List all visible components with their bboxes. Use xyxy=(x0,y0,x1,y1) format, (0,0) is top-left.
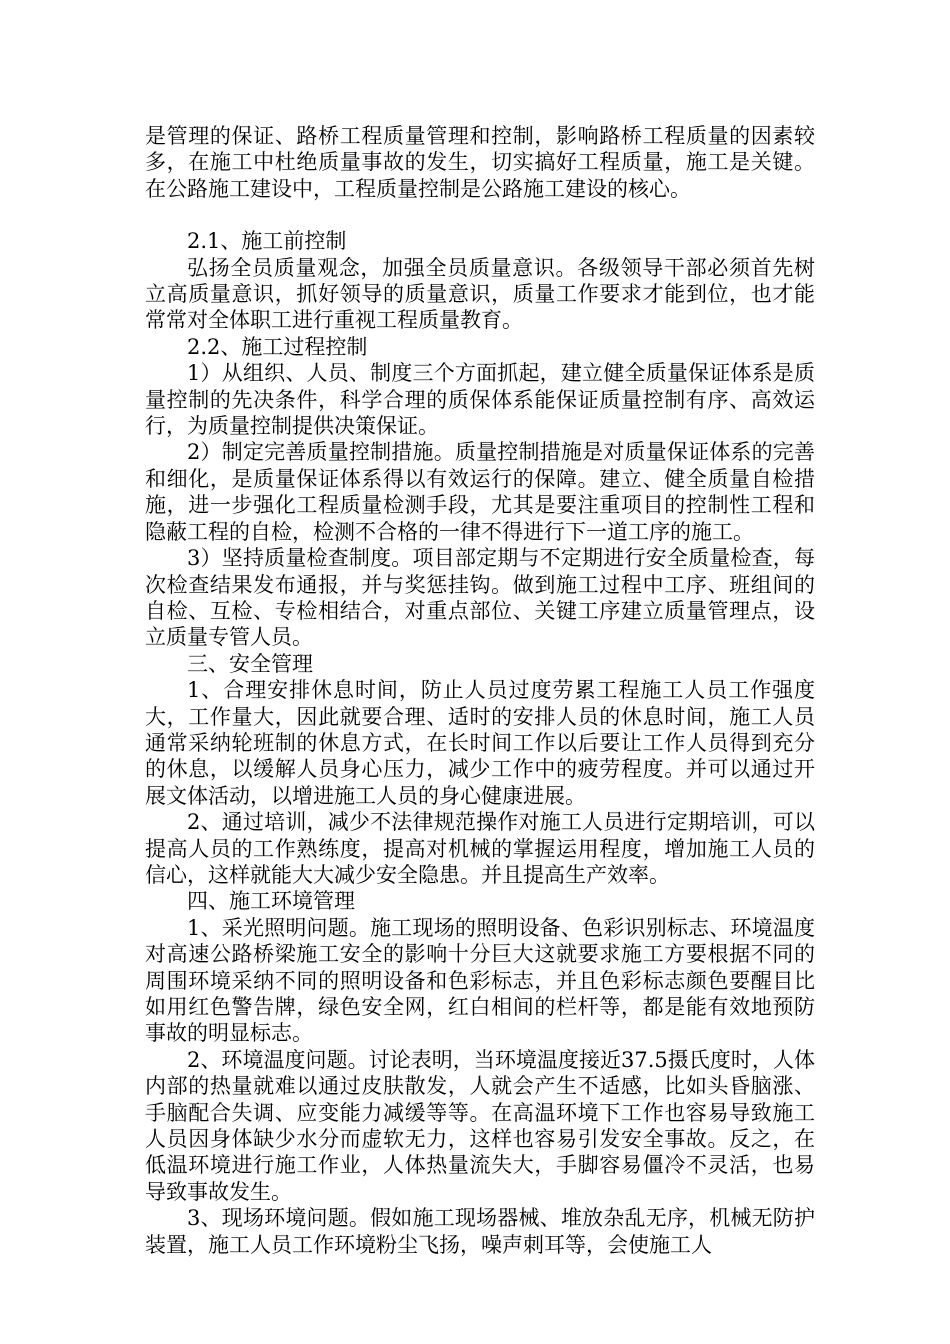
heading-safety-management: 三、安全管理 xyxy=(187,651,313,676)
paragraph-training: 2、通过培训，减少不法律规范操作对施工人员进行定期培训，可以提高人员的工作熟练度，提高对机械的掌握运用程度，增加施工人员的信心，这样就能大大减少安全隐患。并且提高生产效率。 xyxy=(145,810,815,887)
paragraph-temperature: 2、环境温度问题。讨论表明，当环境温度接近37.5摄氏度时，人体内部的热量就难以通过皮肤散发，人就会产生不适感，比如头昏脑涨、手脑配合失调、应变能力减缓等等。在高温环境下工作也容易导致施工人员因身体缺少水分而虚软无力，这样也容易引发安全事故。反之，在低温环境进行施工作业，人体热量流失大，手脚容易僵冷不灵活，也易导致事故发生。 xyxy=(145,1047,815,1204)
paragraph-quality-system: 1）从组织、人员、制度三个方面抓起，建立健全质量保证体系是质量控制的先决条件，科学合理的质保体系能保证质量控制有序、高效运行，为质量控制提供决策保证。 xyxy=(145,361,815,439)
paragraph-rest-time: 1、合理安排休息时间，防止人员过度劳累工程施工人员工作强度大，工作量大，因此就要合理、适时的安排人员的休息时间，施工人员通常采纳轮班制的休息方式，在长时间工作以后要让工作人员得到充分的休息，以缓解人员身心压力，减少工作中的疲劳程度。并可以通过开展文体活动，以增进施工人员的身心健康进展。 xyxy=(145,678,815,808)
document-body xyxy=(145,123,815,1258)
paragraph-intro-continued: 是管理的保证、路桥工程质量管理和控制，影响路桥工程质量的因素较多，在施工中杜绝质量事故的发生，切实搞好工程质量，施工是关键。在公路施工建设中，工程质量控制是公路施工建设的核心。 xyxy=(145,124,815,201)
paragraph-lighting: 1、采光照明问题。施工现场的照明设备、色彩识别标志、环境温度对高速公路桥梁施工安全的影响十分巨大这就要求施工方要根据不同的周围环境采纳不同的照明设备和色彩标志，并且色彩标志颜色要醒目比如用红色警告牌，绿色安全网，红白相间的栏杆等，都是能有效地预防事故的明显标志。 xyxy=(145,915,815,1046)
paragraph-quality-inspection: 3）坚持质量检查制度。项目部定期与不定期进行安全质量检查，每次检查结果发布通报，并与奖惩挂钩。做到施工过程中工序、班组间的自检、互检、专检相结合，对重点部位、关键工序建立质量管理点，设立质量专管人员。 xyxy=(145,546,815,650)
paragraph-site-environment: 3、现场环境问题。假如施工现场器械、堆放杂乱无序，机械无防护装置，施工人员工作环境粉尘飞扬，噪声刺耳等，会使施工人 xyxy=(145,1206,815,1257)
heading-2-2: 2.2、施工过程控制 xyxy=(187,334,368,359)
heading-2-1: 2.1、施工前控制 xyxy=(187,229,347,254)
paragraph-quality-measures: 2）制定完善质量控制措施。质量控制措施是对质量保证体系的完善和细化，是质量保证体系得以有效运行的保障。建立、健全质量自检措施，进一步强化工程质量检测手段，尤其是要注重项目的控制性工程和隐蔽工程的自检，检测不合格的一律不得进行下一道工序的施工。 xyxy=(145,440,815,544)
paragraph-quality-awareness: 弘扬全员质量观念，加强全员质量意识。各级领导干部必须首先树立高质量意识，抓好领导的质量意识，质量工作要求才能到位，也才能常常对全体职工进行重视工程质量教育。 xyxy=(145,255,815,333)
heading-environment-management: 四、施工环境管理 xyxy=(187,889,355,914)
